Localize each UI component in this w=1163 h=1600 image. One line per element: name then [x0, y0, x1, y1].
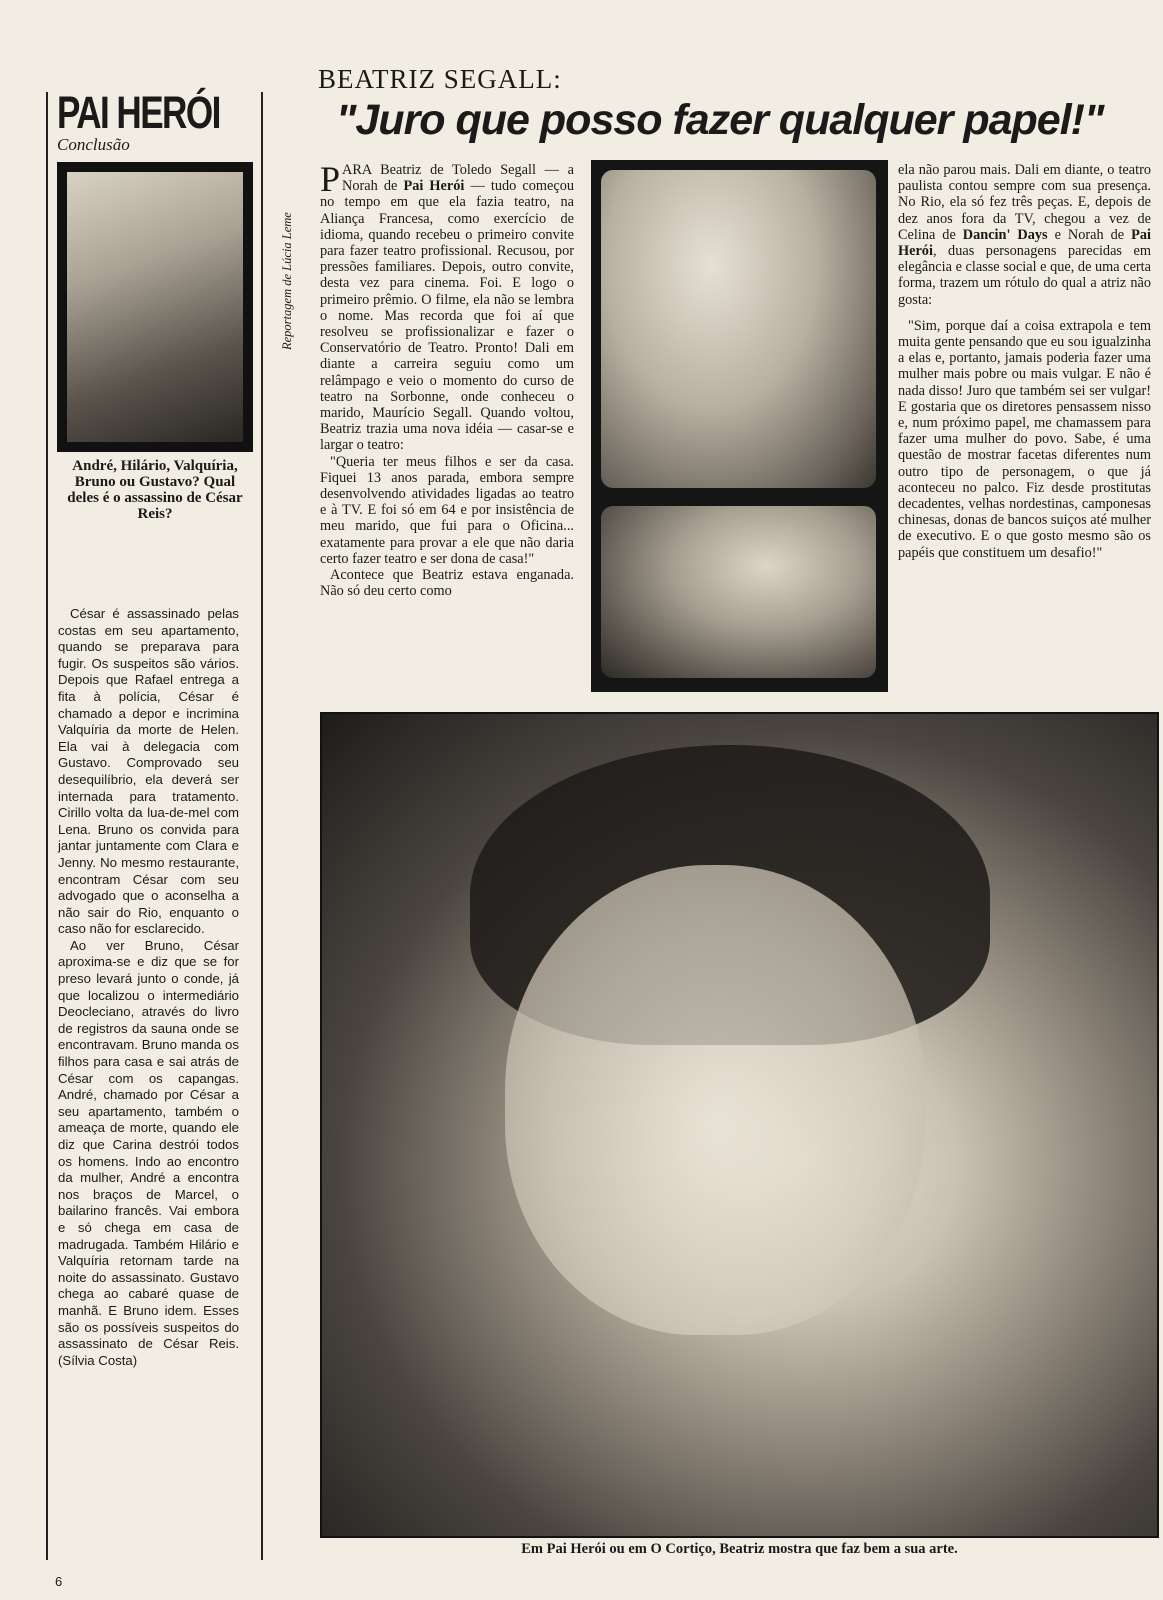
article-column-3 [898, 162, 1151, 561]
sidebar-photo-caption: André, Hilário, Valquíria, Bruno ou Gustavo? Qual deles é o assassino de César Reis? [67, 458, 243, 522]
portrait-face-shape [505, 865, 925, 1335]
photo-costumed-actress [601, 506, 876, 678]
article-paragraph: Acontece que Beatriz estava enganada. Não só deu certo como [320, 567, 574, 600]
sidebar-body [58, 606, 239, 1369]
article-kicker: BEATRIZ SEGALL: [318, 64, 562, 94]
article-byline: Reportagem de Lúcia Leme [280, 212, 294, 350]
sidebar-subtitle: Conclusão [57, 135, 130, 154]
article-quote: "Sim, porque daí a coisa extrapola e tem muita gente pensando que eu sou igualzinha a elas e, portanto, jamais poderia fazer uma mulher mais pobre ou mais vulgar. E não é nada disso! Juro que também sei ser vulgar! E gostaria que os diretores pensassem nisso e, num próximo papel, me chamassem para fazer uma mulher do povo. Sabe, é uma questão de mostrar facetas diferentes num outro tipo de personagem, o que já aconteceu no palco. Fiz desde prostitutas decadentes, velhas nordestinas, camponesas chinesas, donas de bancos suiços até mulher de executivo. E o que gosto mesmo são os papéis que constituem um desafio!" [898, 317, 1151, 561]
article-paragraph: PARA Beatriz de Toledo Segall — a Norah de Pai Herói — tudo começou no tempo em que ela fazia teatro, na Aliança Francesa, como exercício de idioma, quando recebeu o primeiro convite para fazer teatro profissional. Recusou, por pressões familiares. Depois, outro convite, desta vez para cinema. Foi. E logo o primeiro prêmio. O filme, ela não se lembra o nome. Mas recorda que foi aí que resolveu se profissionalizar e fazer o Conservatório de Teatro. Pronto! Dali em diante a carreira seguiu como um relâmpago e veio o momento do curso de teatro na Sorbonne, onde conheceu o marido, Maurício Segall. Quando voltou, Beatriz trazia uma nova idéia — casar-se e largar o teatro: [320, 159, 574, 454]
photo-two-actresses [601, 170, 876, 488]
article-column-1 [320, 159, 574, 600]
article-quote: "Queria ter meus filhos e ser da casa. Fiquei 13 anos parada, embora sempre desenvolvendo atividades ligadas ao teatro e à TV. E foi só em 64 e por insistência de meu marido, que fui para o Oficina... exatamente para provar a ele que não daria certo fazer teatro e ser dona de casa!" [320, 453, 574, 567]
sidebar-paragraph: Ao ver Bruno, César aproxima-se e diz que se for preso levará junto o conde, já que localizou o intermediário Deocleciano, através do livro de registros da sauna onde se encontravam. Bruno manda os filhos para casa e sai atrás de César com os capangas. André, chamado por César a seu apartamento, também o ameaça de morte, quando ele diz que Carina destrói todos os homens. Indo ao encontro da mulher, André a encontra nos braços de Marcel, o bailarino francês. Vai embora e só chega em casa de madrugada. Também Hilário e Valquíria retornam tarde na noite do assassinato. Gustavo chega ao cabaré quase de manhã. E Bruno idem. Esses são os possíveis suspeitos do assassinato de César Reis. (Sílvia Costa) [58, 937, 239, 1368]
sidebar-paragraph: César é assassinado pelas costas em seu apartamento, quando se preparava para fugir. Os suspeitos são vários. Depois que Rafael entrega a fita à polícia, César é chamado a depor e incrimina Valquíria da morte de Helen. Ela vai à delegacia com Gustavo. Comprovado seu desequilíbrio, ela deverá ser internada para tratamento. Cirillo volta da lua-de-mel com Lena. Bruno os convida para jantar juntamente com Clara e Jenny. No mesmo restaurante, encontram César com seu advogado que o aconselha a não sair do Rio, enquanto o caso não for esclarecido. [58, 606, 239, 937]
sidebar-right-rule [261, 92, 263, 1560]
portrait-caption: Em Pai Herói ou em O Cortiço, Beatriz mostra que faz bem a sua arte. [521, 1541, 958, 1557]
sidebar-photo [57, 162, 253, 452]
drop-cap: P [320, 159, 341, 199]
photo-pair-frame [591, 160, 888, 692]
sidebar-left-rule [46, 92, 48, 1560]
page-number: 6 [55, 1574, 63, 1589]
article-paragraph: ela não parou mais. Dali em diante, o teatro paulista contou sempre com sua presença. No Rio, ela só fez três peças. E, depois de dez anos fora da TV, chegou a vez de Celina de Dancin' Days e Norah de Pai Herói, duas personagens parecidas em elegância e classe social e que, de uma certa forma, trazem um rótulo do qual a atriz não gosta: [898, 162, 1151, 308]
article-headline: "Juro que posso fazer qualquer papel!" [336, 96, 1104, 144]
sidebar-title: PAI HERÓI [57, 87, 220, 138]
